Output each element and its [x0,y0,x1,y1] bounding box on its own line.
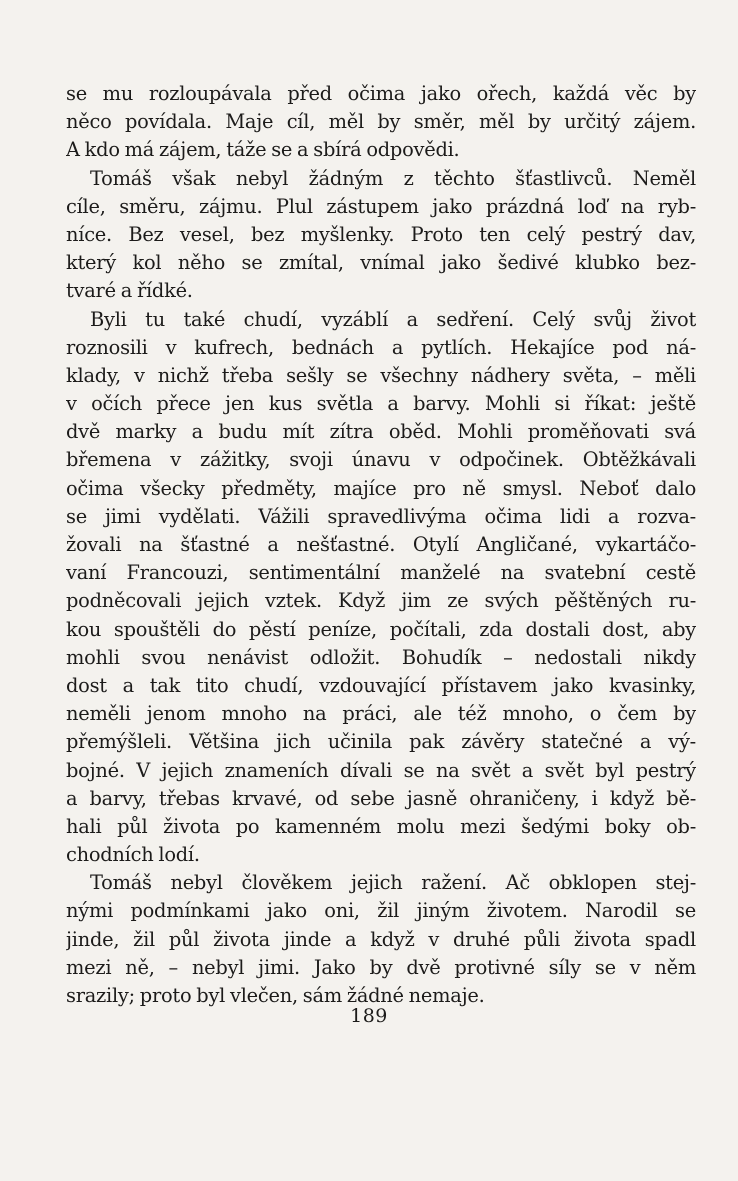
text-line: dvě marky a budu mít zítra oběd. Mohli proměňovati svá [66,420,696,444]
text-line: klady, v nichž třeba sešly se všechny nádhery světa, – měli [66,363,696,387]
text-line: chodních lodí. [66,843,200,867]
text-line: bojné. V jejich znameních dívali se na svět a svět byl pestrý [66,758,696,782]
text-line: Tomáš však nebyl žádným z těchto šťastlivců. Neměl [90,166,696,190]
text-line: žovali na šťastné a nešťastné. Otylí Angličané, vykartáčo- [66,533,696,556]
text-line: se mu rozloupávala před očima jako ořech, každá věc by [66,82,696,105]
text-line: A kdo má zájem, táže se a sbírá odpovědi. [66,138,460,162]
text-line: který kol něho se zmítal, vnímal jako šedivé klubko bez- [66,251,696,275]
text-line: cíle, směru, zájmu. Plul zástupem jako prázdná loď na ryb- [66,194,696,218]
text-line: tvaré a řídké. [66,279,193,303]
text-line: srazily; proto byl vlečen, sám žádné nemaje. [66,984,485,1007]
text-line: Byli tu také chudí, vyzáblí a sedření. Celý svůj život [90,307,696,331]
text-line: břemena v zážitky, svoji únavu v odpočinek. Obtěžkávali [66,448,696,472]
text-line: jinde, žil půl života jinde a když v druhé půli života spadl [66,927,696,951]
page-number: 189 [350,1005,388,1027]
text-line: dost a tak tito chudí, vzdouvající přístavem jako kvasinky, [66,673,696,697]
text-line: mohli svou nenávist odložit. Bohudík – nedostali nikdy [66,645,696,669]
text-line: hali půl života po kamenném molu mezi šedými boky ob- [66,814,696,838]
text-line: mezi ně, – nebyl jimi. Jako by dvě protivné síly se v něm [66,955,696,979]
text-line: kou spouštěli do pěstí peníze, počítali, zda dostali dost, aby [66,617,696,641]
text-line: roznosili v kufrech, bednách a pytlích. Hekajíce pod ná- [66,335,696,359]
text-line: se jimi vydělati. Vážili spravedlivýma očima lidi a rozva- [66,504,696,528]
text-line: nými podmínkami jako oni, žil jiným životem. Narodil se [66,899,696,923]
body-text [66,80,696,1010]
text-line: něco povídala. Maje cíl, měl by směr, měl by určitý zájem. [66,110,696,134]
text-line: v očích přece jen kus světla a barvy. Mohli si říkat: ještě [66,392,696,416]
text-line: a barvy, třebas krvavé, od sebe jasně ohraničeny, i když bě- [66,786,696,810]
text-line: níce. Bez vesel, bez myšlenky. Proto ten celý pestrý dav, [66,222,696,246]
text-line: vaní Francouzi, sentimentální manželé na svatební cestě [66,561,696,585]
text-line: Tomáš nebyl člověkem jejich ražení. Ač obklopen stej- [90,871,696,895]
text-line: přemýšleli. Většina jich učinila pak závěry statečné a vý- [66,730,696,754]
text-line: neměli jenom mnoho na práci, ale též mnoho, o čem by [66,702,696,726]
text-line: podněcovali jejich vztek. Když jim ze svých pěštěných ru- [66,589,696,613]
text-line: očima všecky předměty, majíce pro ně smysl. Neboť dalo [66,476,696,500]
